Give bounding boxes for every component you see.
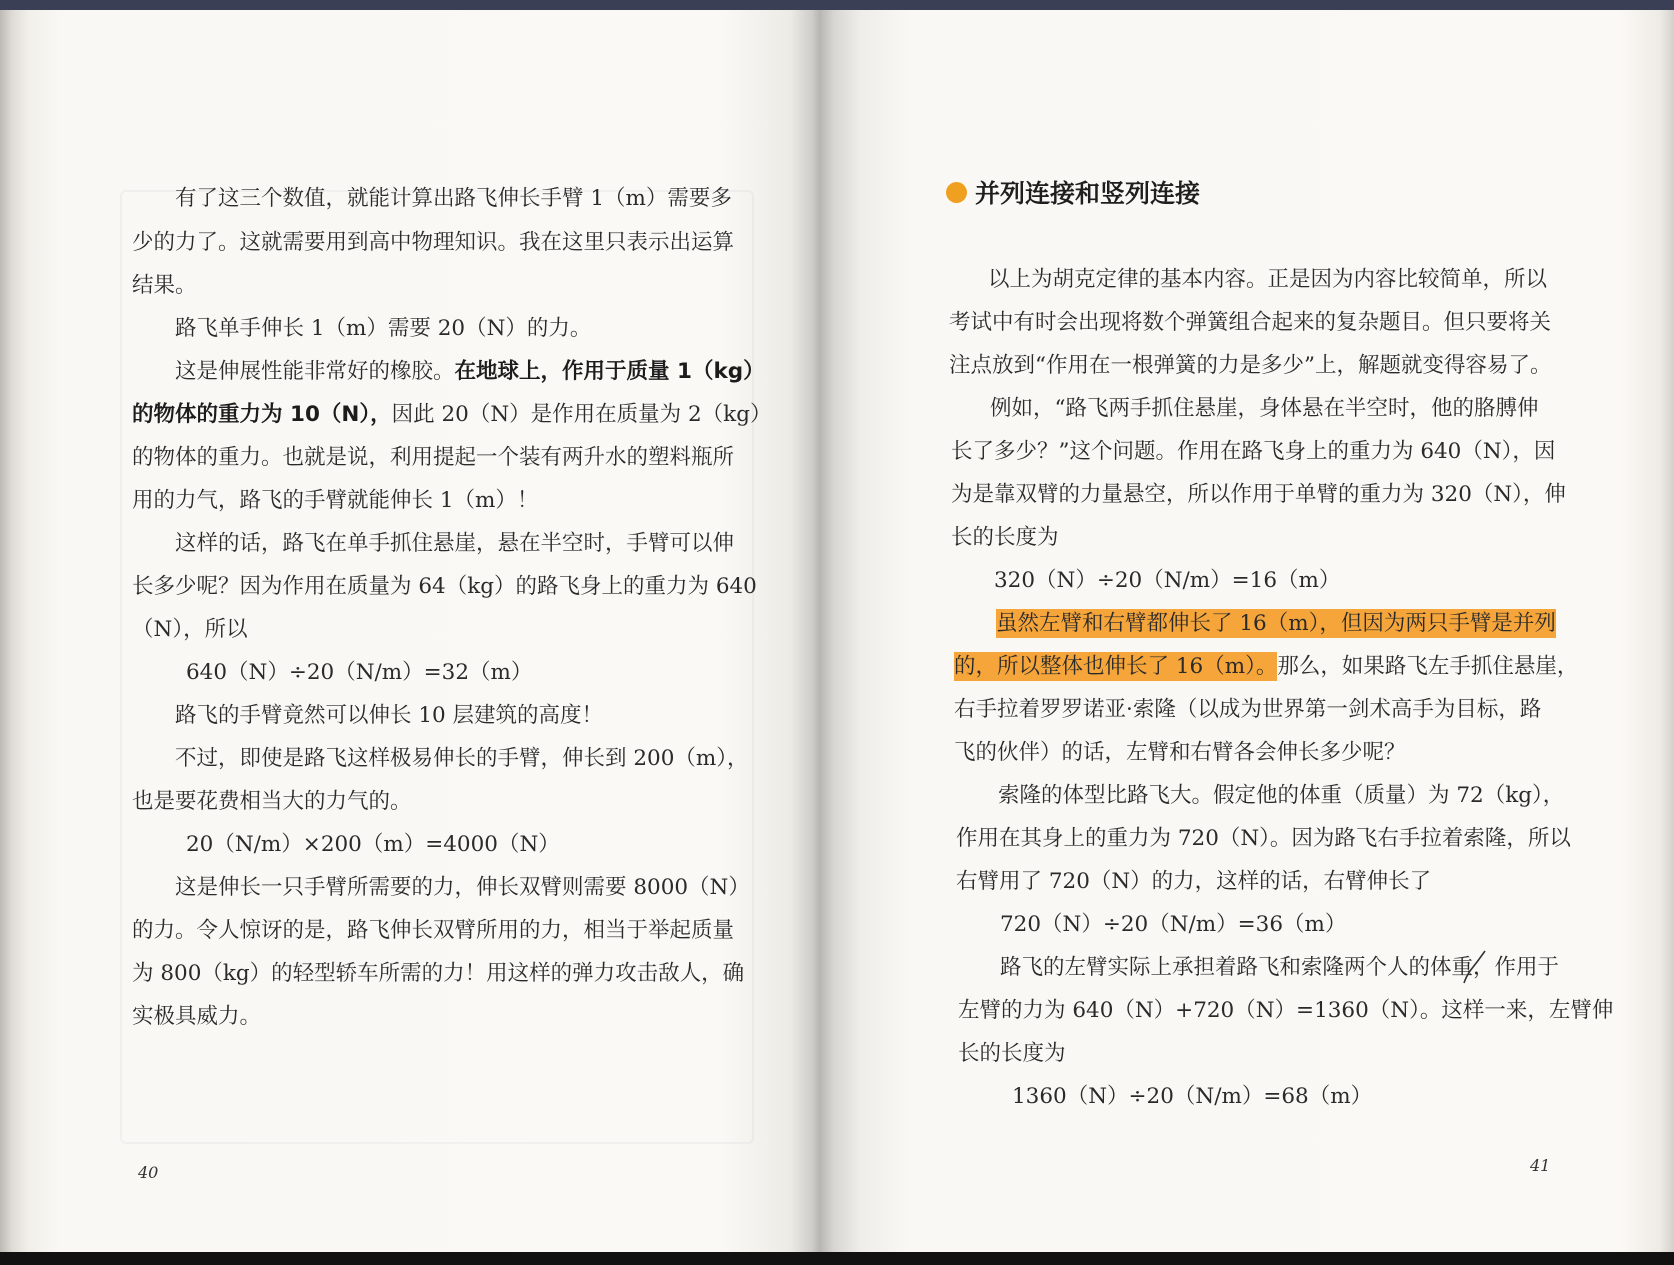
left-line [132,397,771,428]
bold-text: 在地球上，作用于质量 1（kg） [454,359,765,384]
formula: 320（N）÷20（N/m）=16（m） [994,568,1341,593]
right-line: 右臂用了 720（N）的力，这样的话，右臂伸长了 [956,869,1432,894]
left-line: 结果。 [132,273,197,298]
right-line: 索隆的体型比路飞大。假定他的体重（质量）为 72（kg）， [998,783,1565,808]
left-line: 不过，即使是路飞这样极易伸长的手臂，伸长到 200（m）， [175,746,749,771]
left-line: 有了这三个数值，就能计算出路飞伸长手臂 1（m）需要多 [175,186,732,211]
left-line: 用的力气，路飞的手臂就能伸长 1（m）！ [132,488,539,513]
left-line: 路飞的手臂竟然可以伸长 10 层建筑的高度！ [175,703,604,728]
formula: 20（N/m）×200（m）=4000（N） [186,832,560,857]
right-line: 飞的伙伴）的话，左臂和右臂各会伸长多少呢？ [954,740,1406,765]
book-bottom-edge [0,1252,1674,1265]
left-line: 实极具威力。 [132,1004,262,1029]
left-line [175,354,765,385]
left-line: （N），所以 [132,617,248,642]
formula: 640（N）÷20（N/m）=32（m） [186,660,533,685]
left-text: 因此 20（N）是作用在质量为 2（kg） [391,402,772,427]
right-line: 左臂的力为 640（N）+720（N）=1360（N）。这样一来，左臂伸 [958,998,1614,1023]
formula: 720（N）÷20（N/m）=36（m） [1000,912,1347,937]
right-line: 作用在其身上的重力为 720（N）。因为路飞右手拉着索隆，所以 [956,826,1571,851]
left-line: 路飞单手伸长 1（m）需要 20（N）的力。 [175,316,592,341]
highlighted-text: 的，所以整体也伸长了 16（m）。 [954,654,1278,679]
left-line: 也是要花费相当大的力气的。 [132,789,412,814]
right-line [996,606,1556,637]
page-number: 41 [1530,1156,1551,1175]
left-line: 这是伸长一只手臂所需要的力，伸长双臂则需要 8000（N） [175,875,750,900]
section-title: 并列连接和竖列连接 [975,179,1201,208]
pen-stroke-mark [1460,947,1490,987]
right-line: 长的长度为 [951,525,1059,550]
section-heading [946,174,1200,210]
formula: 1360（N）÷20（N/m）=68（m） [1012,1084,1373,1109]
right-line: 注点放到“作用在一根弹簧的力是多少”上，解题就变得容易了。 [949,353,1552,378]
right-line: 考试中有时会出现将数个弹簧组合起来的复杂题目。但只要将关 [949,310,1552,335]
right-line: 长了多少？”这个问题。作用在路飞身上的重力为 640（N），因 [951,439,1556,464]
right-line: 长的长度为 [958,1041,1066,1066]
hexagon-bullet-icon [946,182,967,203]
right-text: 那么，如果路飞左手抓住悬崖， [1277,654,1579,679]
left-line: 这样的话，路飞在单手抓住悬崖，悬在半空时，手臂可以伸 [175,531,735,556]
left-line: 长多少呢？因为作用在质量为 64（kg）的路飞身上的重力为 640 [132,574,757,599]
right-line: 路飞的左臂实际上承担着路飞和索隆两个人的体重，作用于 [1000,955,1560,980]
page-number: 40 [138,1163,159,1182]
left-text: 这是伸展性能非常好的橡胶。 [175,359,455,384]
left-line: 少的力了。这就需要用到高中物理知识。我在这里只表示出运算 [132,230,735,255]
left-line: 的物体的重力。也就是说，利用提起一个装有两升水的塑料瓶所 [132,445,735,470]
right-line: 例如，“路飞两手抓住悬崖，身体悬在半空时，他的胳膊伸 [990,396,1539,421]
left-line: 的力。令人惊讶的是，路飞伸长双臂所用的力，相当于举起质量 [132,918,735,943]
right-line [954,649,1578,680]
right-line: 右手拉着罗罗诺亚·索隆（以成为世界第一剑术高手为目标，路 [954,697,1542,722]
bold-text: 的物体的重力为 10（N）， [132,402,392,427]
right-line: 为是靠双臂的力量悬空，所以作用于单臂的重力为 320（N），伸 [951,482,1566,507]
right-line: 以上为胡克定律的基本内容。正是因为内容比较简单，所以 [988,267,1548,292]
left-line: 为 800（kg）的轻型轿车所需的力！用这样的弹力攻击敌人，确 [132,961,745,986]
highlighted-text: 虽然左臂和右臂都伸长了 16（m），但因为两只手臂是并列 [996,611,1556,636]
